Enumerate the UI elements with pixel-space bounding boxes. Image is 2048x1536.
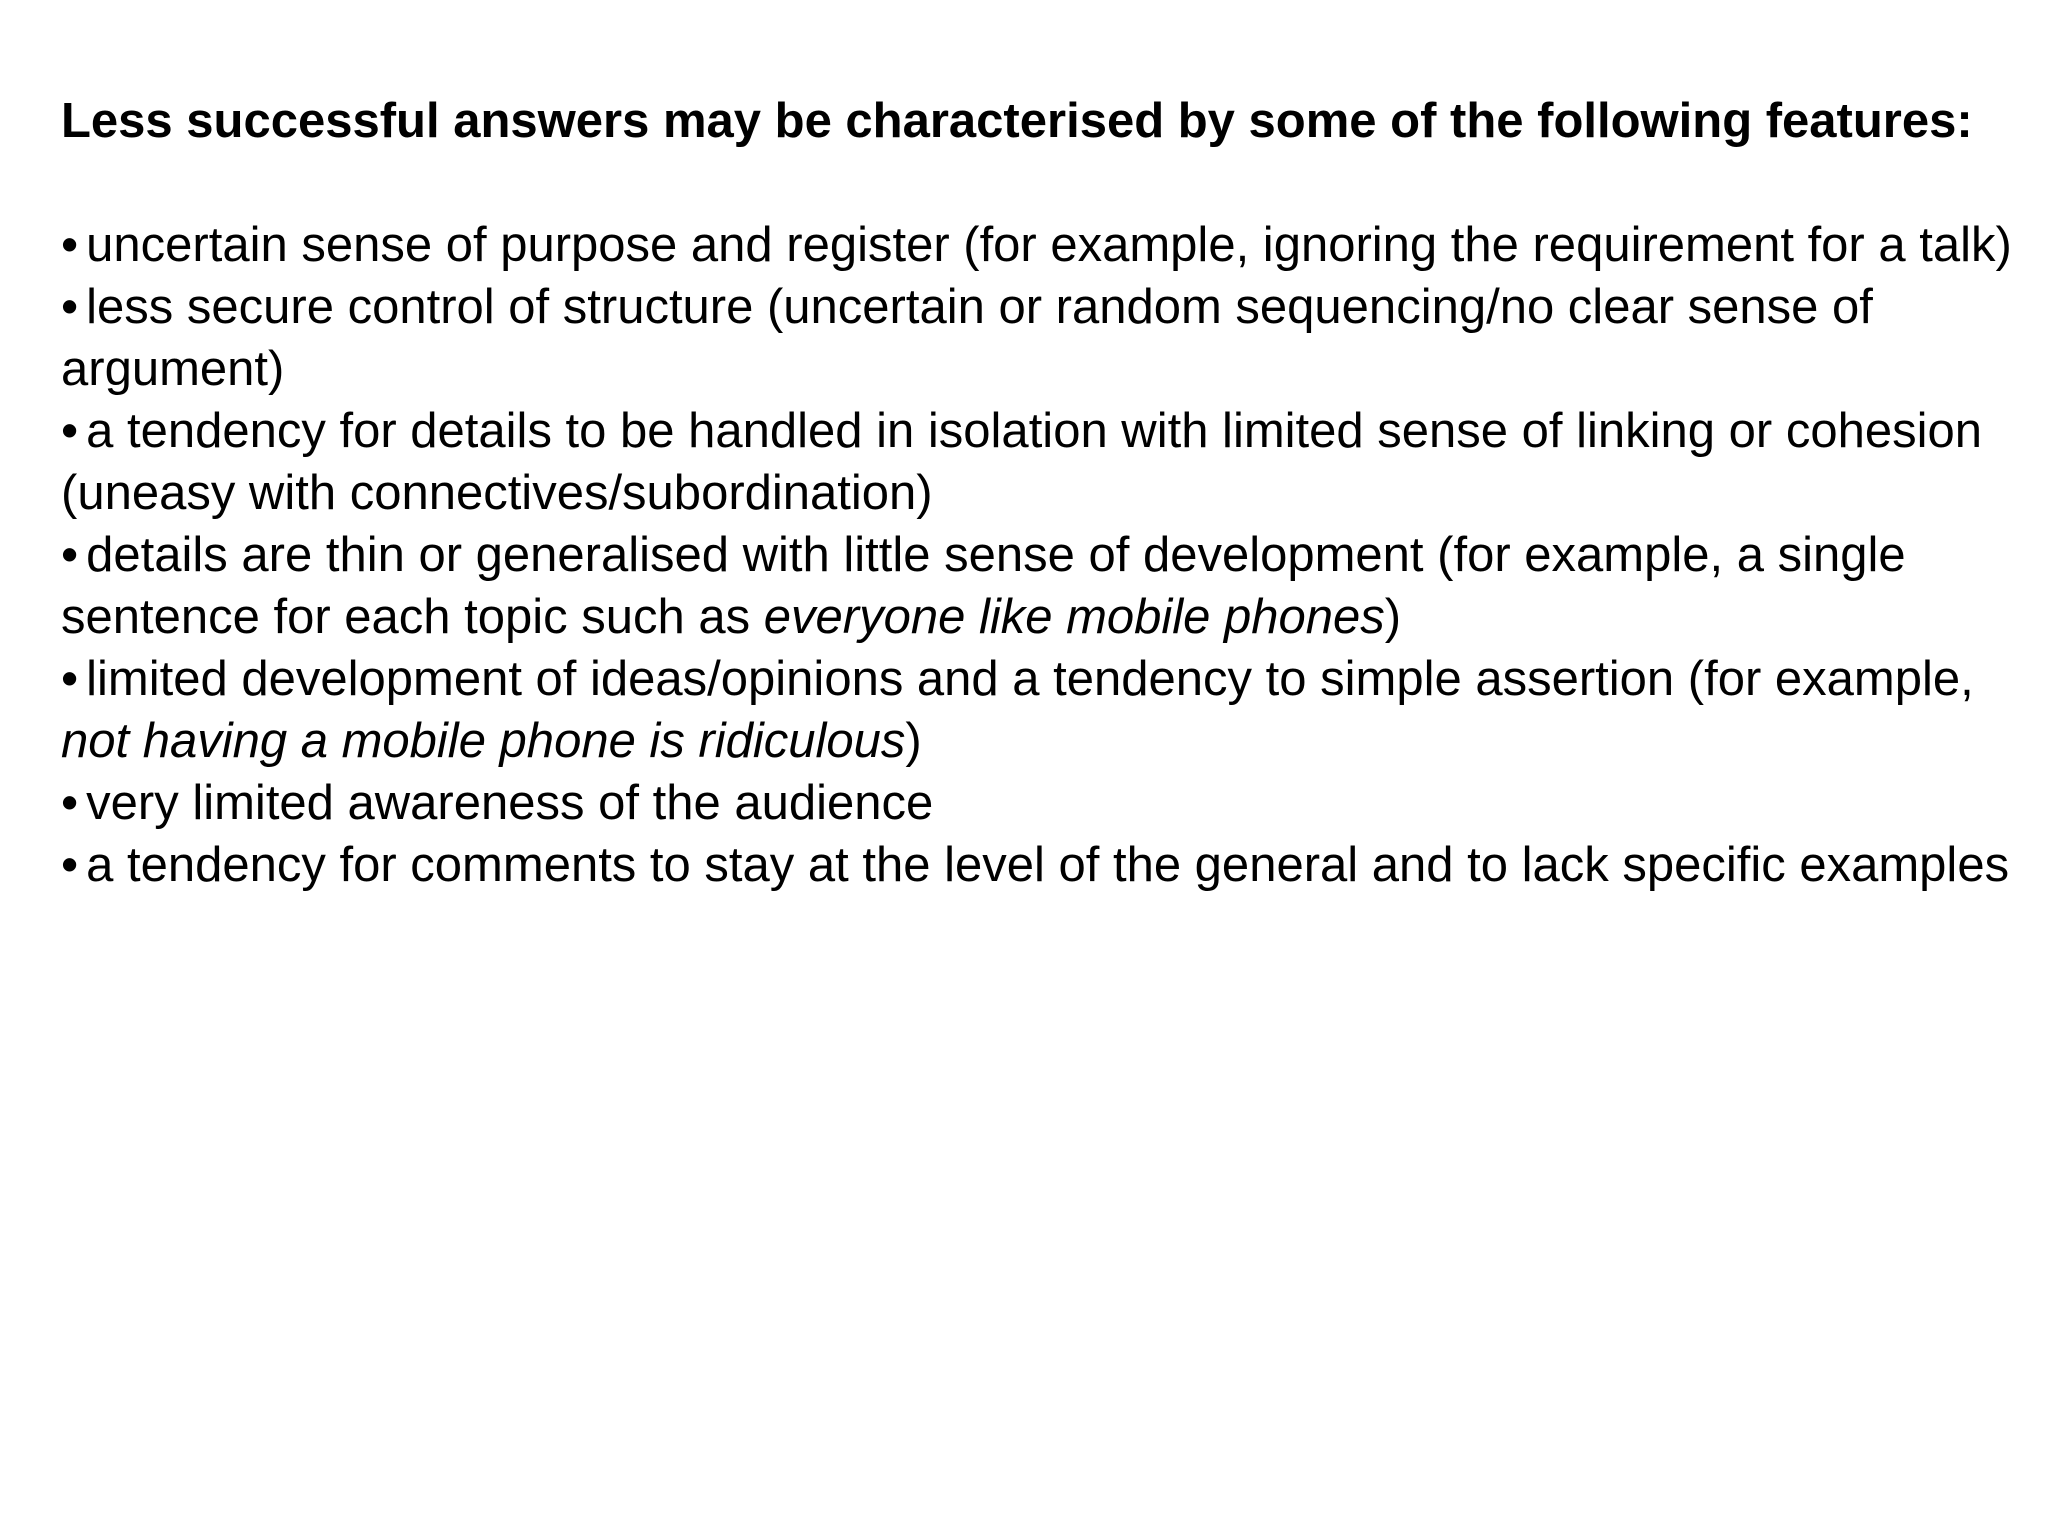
- list-item: [61, 834, 2021, 896]
- list-item-text: very limited awareness of the audience: [86, 776, 934, 830]
- list-item-text: a tendency for comments to stay at the level of the general and to lack specific examples: [86, 838, 2010, 892]
- bullet-icon: •: [61, 838, 79, 892]
- section-heading: Less successful answers may be characterised by some of the following features:: [61, 94, 1973, 148]
- list-item: [61, 276, 2021, 400]
- list-item: [61, 214, 2021, 276]
- list-item: [61, 524, 2021, 648]
- list-item-text: details are thin or generalised with little sense of development (for example, a single sentence for each topic such as: [61, 528, 1906, 644]
- list-item-text: less secure control of structure (uncertain or random sequencing/no clear sense of argument): [61, 280, 1873, 396]
- feature-list: [61, 214, 2021, 896]
- list-item: [61, 648, 2021, 772]
- document-page: [61, 90, 2021, 896]
- list-item-example: not having a mobile phone is ridiculous: [61, 714, 906, 768]
- list-item-text: a tendency for details to be handled in isolation with limited sense of linking or cohesion (uneasy with connectives/subordination): [61, 404, 1982, 520]
- bullet-icon: •: [61, 528, 79, 582]
- list-item-text-end: ): [1384, 590, 1402, 644]
- list-item: [61, 400, 2021, 524]
- list-item-text: uncertain sense of purpose and register (for example, ignoring the requirement for a talk): [86, 218, 2012, 272]
- list-item: [61, 772, 2021, 834]
- list-item-text: limited development of ideas/opinions and a tendency to simple assertion (for example,: [86, 652, 1974, 706]
- bullet-icon: •: [61, 776, 79, 830]
- list-item-text-end: ): [905, 714, 922, 768]
- bullet-icon: •: [61, 280, 79, 334]
- bullet-icon: •: [61, 652, 79, 706]
- list-item-example: everyone like mobile phones: [763, 590, 1385, 644]
- bullet-icon: •: [61, 404, 79, 458]
- bullet-icon: •: [61, 218, 79, 272]
